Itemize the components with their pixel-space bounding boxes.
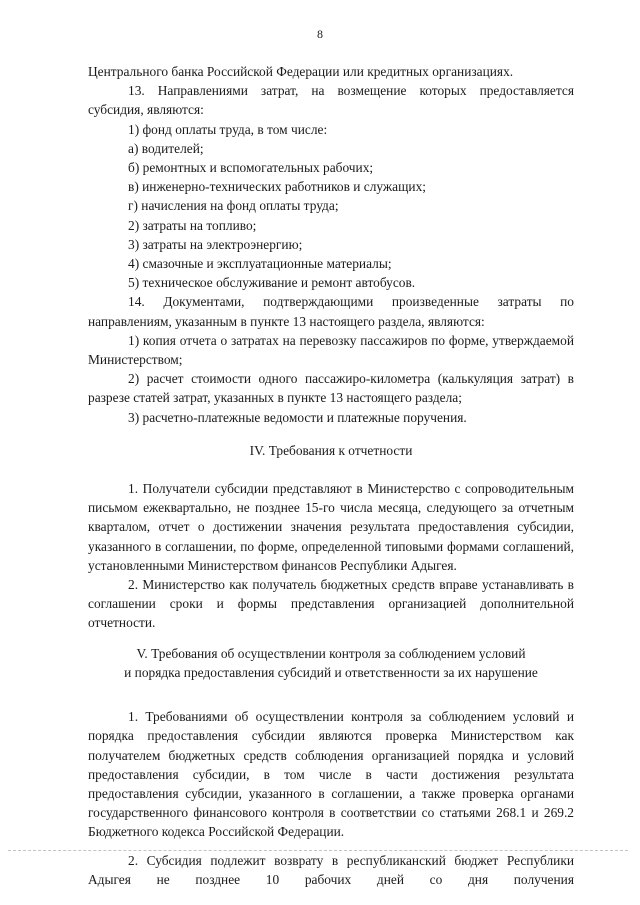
paragraph: г) начисления на фонд оплаты труда; [128,198,339,214]
section-spacer [88,633,574,644]
document-body [88,62,574,889]
paragraph: а) водителей; [128,140,204,156]
paragraph: 3) расчетно-платежные ведомости и платежные поручения. [128,409,467,425]
section-heading: V. Требования об осуществлении контроля за соблюдением условий [136,645,526,661]
paragraph: Центрального банка Российской Федерации или кредитных организациях. [88,64,514,79]
page-bottom-divider [8,850,628,851]
paragraph: 1) фонд оплаты труда, в том числе: [128,121,328,137]
section-heading: и порядка предоставления субсидий и ответственности за их нарушение [124,664,538,680]
paragraph: 2. Субсидия подлежит возврату в республиканский бюджет Республики Адыгея не позднее 10 рабочих дней со дня получения [88,852,574,887]
paragraph: 1. Получатели субсидии представляют в Министерство с сопроводительным письмом ежеквартально, не позднее 15-го числа месяца, следующего за отчетным кварталом, отчет о достижении значения результата предоставления субсидии, указанного в соглашении, по форме, определенной типовыми формами соглашений, установленными Министерством финансов Республики Адыгея. [88,481,574,573]
paragraph: 13. Направлениями затрат, на возмещение которых предоставляется субсидия, являются: [88,83,574,118]
section-spacer [88,682,574,707]
page-number: 8 [317,27,323,41]
paragraph: 5) техническое обслуживание и ремонт автобусов. [128,275,416,291]
paragraph: 2) затраты на топливо; [128,217,257,233]
paragraph: 2. Министерство как получатель бюджетных средств вправе устанавливать в соглашении сроки и формы представления организацией дополнительной отчетности. [88,577,574,631]
paragraph: в) инженерно-технических работников и служащих; [128,179,427,195]
paragraph: 3) затраты на электроэнергию; [128,236,303,252]
paragraph: 4) смазочные и эксплуатационные материалы; [128,256,392,272]
paragraph: б) ремонтных и вспомогательных рабочих; [128,160,374,176]
paragraph: 14. Документами, подтверждающими произведенные затраты по направлениям, указанным в пункте 13 настоящего раздела, являются: [88,294,574,329]
section-spacer [88,460,574,479]
paragraph: 1. Требованиями об осуществлении контроля за соблюдением условий и порядка предоставления субсидии являются проверка Министерством как получателем бюджетных средств соблюдения организацией порядка и условий предоставления субсидии, в том числе в части достижения результата предоставления субсидии, указанного в соглашении, а также проверка органами государственного финансового контроля в соответствии со статьями 268.1 и 269.2 Бюджетного кодекса Российской Федерации. [88,709,574,840]
section-heading: IV. Требования к отчетности [249,442,413,458]
paragraph: 2) расчет стоимости одного пассажиро-километра (калькуляция затрат) в разрезе статей затрат, указанных в пункте 13 настоящего раздела; [88,371,574,406]
paragraph: 1) копия отчета о затратах на перевозку пассажиров по форме, утверждаемой Министерством; [88,332,574,368]
section-spacer [88,427,574,441]
